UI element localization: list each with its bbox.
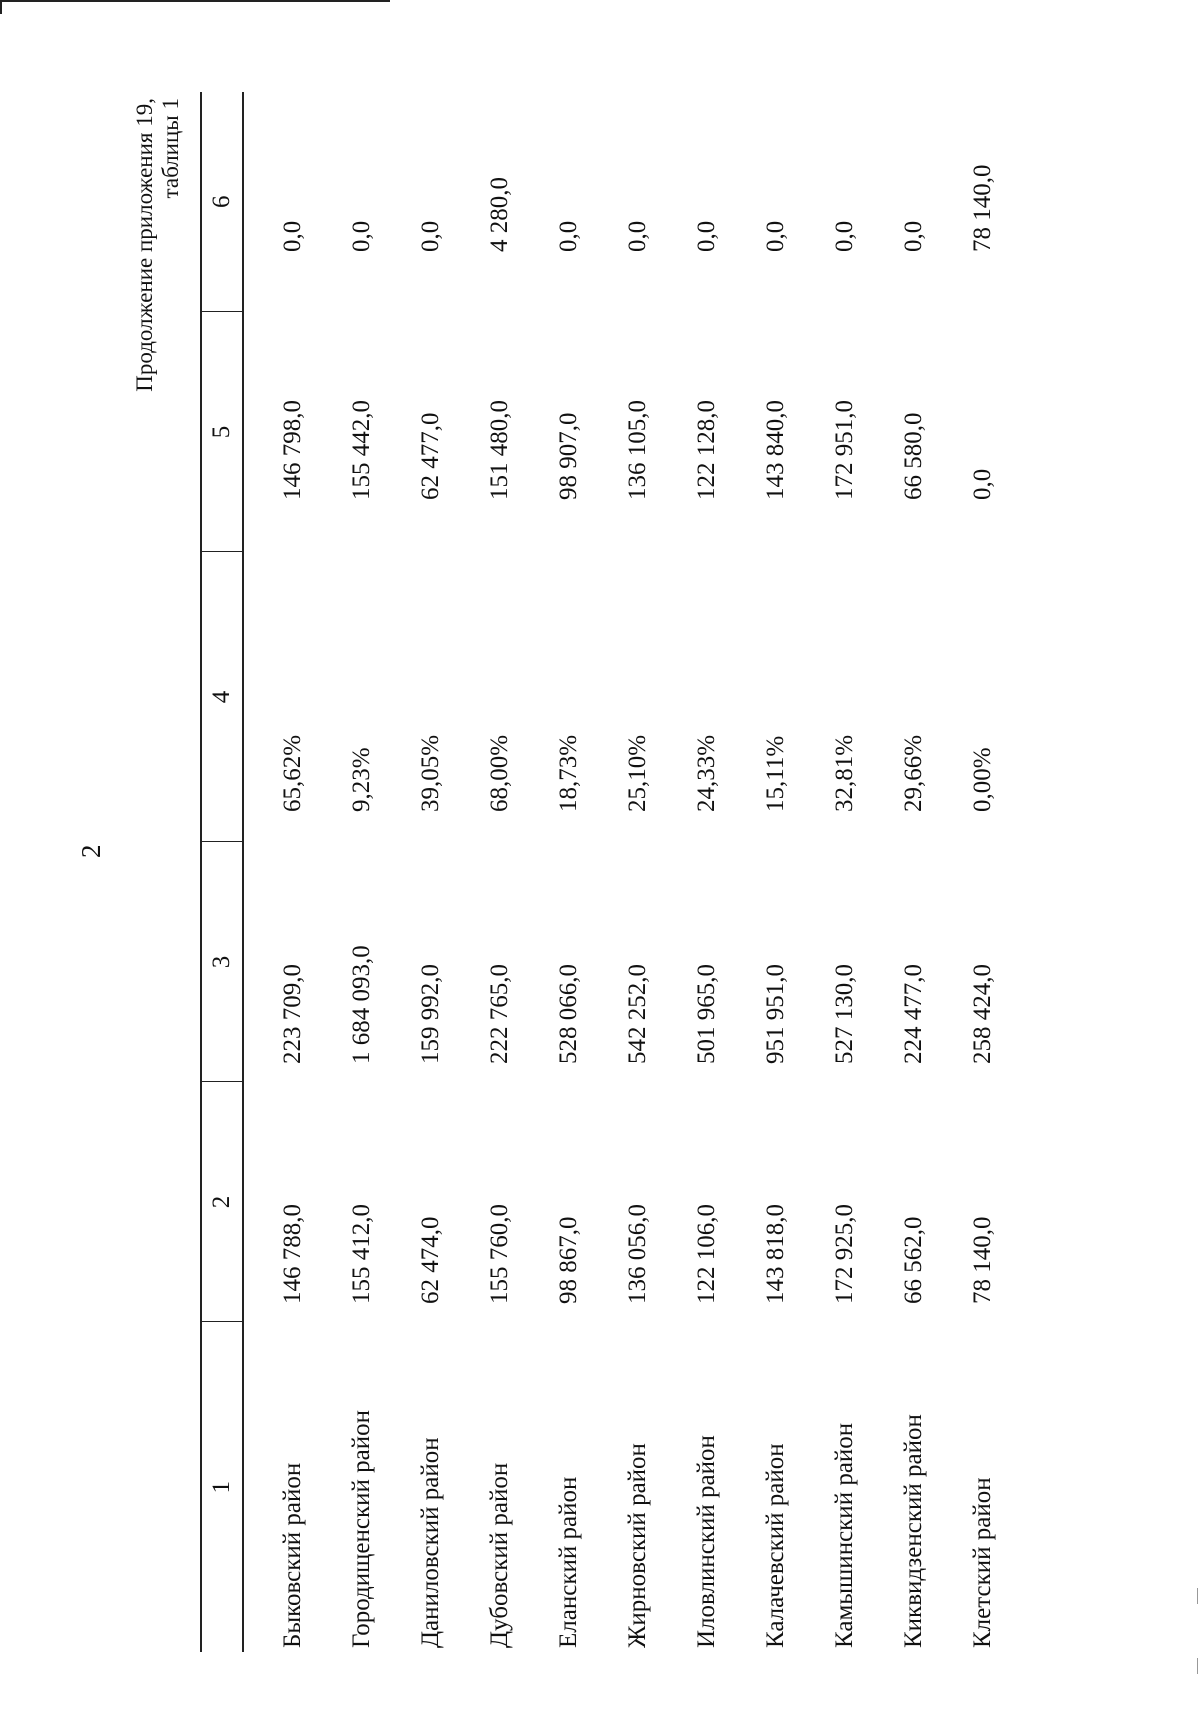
district-name: Даниловский район [416, 1437, 444, 1648]
table-cell: 39,05% [416, 734, 444, 812]
table-cell: 501 965,0 [692, 964, 720, 1064]
table-cell: 62 477,0 [416, 412, 444, 500]
table-row [243, 92, 327, 1652]
table-cell: 143 840,0 [761, 400, 789, 500]
table-row [741, 92, 810, 1652]
table-cell: 4 280,0 [485, 177, 513, 252]
table-cell: 146 788,0 [278, 1204, 306, 1304]
scan-edge-left [0, 0, 2, 14]
table-row [879, 92, 948, 1652]
column-header: 4 [201, 552, 243, 842]
table-cell: 172 951,0 [830, 400, 858, 500]
table-cell: 0,0 [899, 220, 927, 252]
table-cell: 0,0 [554, 220, 582, 252]
district-name: Городищенский район [347, 1410, 375, 1648]
continuation-line-2: таблицы 1 [158, 98, 183, 199]
table-cell: 9,23% [347, 747, 375, 812]
table-cell: 151 480,0 [485, 400, 513, 500]
table-row [948, 92, 1017, 1652]
column-header: 1 [201, 1322, 243, 1652]
table-cell: 0,0 [830, 220, 858, 252]
table-cell: 66 562,0 [899, 1216, 927, 1304]
table-cell: 68,00% [485, 734, 513, 812]
table-cell: 98 907,0 [554, 412, 582, 500]
table-cell: 0,00% [968, 747, 996, 812]
table-cell: 29,66% [899, 734, 927, 812]
district-name: Еланский район [554, 1476, 582, 1648]
table-row [465, 92, 534, 1652]
table-cell: 224 477,0 [899, 964, 927, 1064]
table-cell: 0,0 [968, 468, 996, 500]
table-cell: 143 818,0 [761, 1204, 789, 1304]
table-row [810, 92, 879, 1652]
table-cell: 223 709,0 [278, 964, 306, 1064]
table-cell: 155 412,0 [347, 1204, 375, 1304]
table-cell: 25,10% [623, 734, 651, 812]
district-name: Камышинский район [830, 1422, 858, 1648]
table-cell: 1 684 093,0 [347, 945, 375, 1064]
rotated-page-content [132, 92, 996, 1652]
district-name: Калачевский район [761, 1443, 789, 1648]
table-row [327, 92, 396, 1652]
district-name: Клетский район [968, 1477, 996, 1648]
table-cell: 172 925,0 [830, 1204, 858, 1304]
column-header: 3 [201, 842, 243, 1082]
table-cell: 0,0 [692, 220, 720, 252]
table-cell: 24,33% [692, 734, 720, 812]
table-cell: 0,0 [761, 220, 789, 252]
table-cell: 78 140,0 [968, 1216, 996, 1304]
table-cell: 258 424,0 [968, 964, 996, 1064]
table-cell: 18,73% [554, 734, 582, 812]
table-cell: 62 474,0 [416, 1216, 444, 1304]
column-header: 2 [201, 1082, 243, 1322]
page-number: 2 [76, 844, 106, 858]
table-cell: 78 140,0 [968, 164, 996, 252]
continuation-line-1: Продолжение приложения 19, [132, 98, 157, 392]
scan-mark [1197, 1658, 1198, 1674]
table-cell: 0,0 [416, 220, 444, 252]
scan-edge-top [0, 0, 390, 2]
table-cell: 155 760,0 [485, 1204, 513, 1304]
table-cell: 32,81% [830, 734, 858, 812]
table-cell: 542 252,0 [623, 964, 651, 1064]
header-row [201, 92, 243, 1652]
column-header: 5 [201, 312, 243, 552]
table-cell: 222 765,0 [485, 964, 513, 1064]
district-name: Жирновский район [623, 1443, 651, 1648]
table-cell: 122 128,0 [692, 400, 720, 500]
table-cell: 528 066,0 [554, 964, 582, 1064]
table-cell: 0,0 [278, 220, 306, 252]
table-cell: 122 106,0 [692, 1204, 720, 1304]
table-cell: 98 867,0 [554, 1216, 582, 1304]
table-cell: 146 798,0 [278, 400, 306, 500]
table-row [396, 92, 465, 1652]
table-row [534, 92, 603, 1652]
table-cell: 951 951,0 [761, 964, 789, 1064]
table-cell: 527 130,0 [830, 964, 858, 1064]
table-cell: 159 992,0 [416, 964, 444, 1064]
table-cell: 0,0 [623, 220, 651, 252]
table-cell: 66 580,0 [899, 412, 927, 500]
table-cell: 15,11% [761, 735, 789, 812]
table-cell: 0,0 [347, 220, 375, 252]
district-name: Киквидзенский район [899, 1414, 927, 1648]
continuation-note [132, 98, 184, 498]
table-cell: 136 105,0 [623, 400, 651, 500]
table-cell: 136 056,0 [623, 1204, 651, 1304]
district-name: Иловлинский район [692, 1435, 720, 1648]
data-table [200, 92, 1017, 1652]
table-row [672, 92, 741, 1652]
table-cell: 155 442,0 [347, 400, 375, 500]
district-name: Дубовский район [485, 1462, 513, 1648]
table-row [603, 92, 672, 1652]
scan-mark [1197, 1588, 1198, 1604]
column-header: 6 [201, 92, 243, 312]
district-name: Быковский район [278, 1462, 306, 1648]
table-cell: 65,62% [278, 734, 306, 812]
